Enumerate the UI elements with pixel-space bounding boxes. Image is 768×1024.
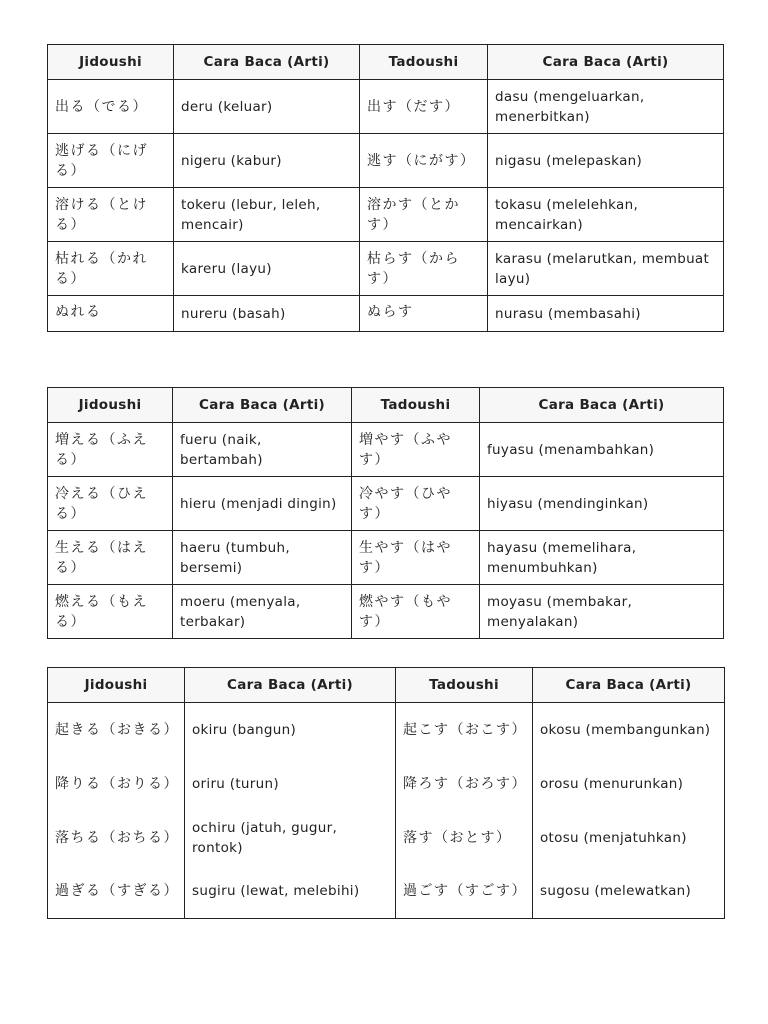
tadoushi-reading-cell: dasu (mengeluarkan, menerbitkan) <box>488 80 724 134</box>
header-cara-baca: Cara Baca (Arti) <box>480 388 724 423</box>
tadoushi-reading-cell: orosu (menurunkan) <box>533 757 725 811</box>
jidoushi-cell: 降りる（おりる） <box>48 757 185 811</box>
table-row <box>48 188 724 242</box>
table-row <box>48 531 724 585</box>
jidoushi-cell: 枯れる（かれる） <box>48 242 174 296</box>
jidoushi-reading-cell: nureru (basah) <box>174 296 360 332</box>
jidoushi-reading-cell: fueru (naik, bertambah) <box>173 423 352 477</box>
jidoushi-reading-cell: ochiru (jatuh, gugur, rontok) <box>185 811 396 865</box>
table-row <box>48 585 724 639</box>
tadoushi-cell: ぬらす <box>360 296 488 332</box>
header-tadoushi: Tadoushi <box>396 668 533 703</box>
tadoushi-cell: 生やす（はやす） <box>352 531 480 585</box>
jidoushi-cell: 落ちる（おちる） <box>48 811 185 865</box>
tadoushi-cell: 冷やす（ひやす） <box>352 477 480 531</box>
tadoushi-reading-cell: hayasu (memelihara, menumbuhkan) <box>480 531 724 585</box>
table-row <box>48 423 724 477</box>
tadoushi-cell: 枯らす（からす） <box>360 242 488 296</box>
header-row <box>48 668 725 703</box>
tadoushi-reading-cell: moyasu (membakar, menyalakan) <box>480 585 724 639</box>
tadoushi-reading-cell: sugosu (melewatkan) <box>533 865 725 919</box>
jidoushi-cell: 生える（はえる） <box>48 531 173 585</box>
header-cara-baca: Cara Baca (Arti) <box>488 45 724 80</box>
jidoushi-reading-cell: moeru (menyala, terbakar) <box>173 585 352 639</box>
header-cara-baca: Cara Baca (Arti) <box>533 668 725 703</box>
tadoushi-reading-cell: hiyasu (mendinginkan) <box>480 477 724 531</box>
tadoushi-cell: 降ろす（おろす） <box>396 757 533 811</box>
table-row <box>48 296 724 332</box>
table-row <box>48 865 725 919</box>
jidoushi-reading-cell: kareru (layu) <box>174 242 360 296</box>
jidoushi-cell: 過ぎる（すぎる） <box>48 865 185 919</box>
table-row <box>48 80 724 134</box>
verb-table-2 <box>47 387 724 639</box>
header-tadoushi: Tadoushi <box>360 45 488 80</box>
tadoushi-reading-cell: tokasu (melelehkan, mencairkan) <box>488 188 724 242</box>
jidoushi-cell: 増える（ふえる） <box>48 423 173 477</box>
table-row <box>48 811 725 865</box>
verb-table-3 <box>47 667 725 919</box>
tadoushi-cell: 溶かす（とかす） <box>360 188 488 242</box>
table-row <box>48 477 724 531</box>
tadoushi-cell: 逃す（にがす） <box>360 134 488 188</box>
table-row <box>48 757 725 811</box>
verb-table-1 <box>47 44 724 332</box>
tadoushi-cell: 出す（だす） <box>360 80 488 134</box>
table-row <box>48 242 724 296</box>
tadoushi-cell: 落す（おとす） <box>396 811 533 865</box>
tadoushi-cell: 燃やす（もやす） <box>352 585 480 639</box>
jidoushi-reading-cell: nigeru (kabur) <box>174 134 360 188</box>
header-row <box>48 388 724 423</box>
tadoushi-cell: 増やす（ふやす） <box>352 423 480 477</box>
header-tadoushi: Tadoushi <box>352 388 480 423</box>
jidoushi-reading-cell: hieru (menjadi dingin) <box>173 477 352 531</box>
header-cara-baca: Cara Baca (Arti) <box>174 45 360 80</box>
tadoushi-reading-cell: okosu (membangunkan) <box>533 703 725 757</box>
tadoushi-reading-cell: fuyasu (menambahkan) <box>480 423 724 477</box>
tadoushi-reading-cell: nurasu (membasahi) <box>488 296 724 332</box>
tadoushi-reading-cell: otosu (menjatuhkan) <box>533 811 725 865</box>
jidoushi-reading-cell: haeru (tumbuh, bersemi) <box>173 531 352 585</box>
jidoushi-cell: 燃える（もえる） <box>48 585 173 639</box>
header-jidoushi: Jidoushi <box>48 388 173 423</box>
tadoushi-cell: 起こす（おこす） <box>396 703 533 757</box>
jidoushi-reading-cell: oriru (turun) <box>185 757 396 811</box>
tadoushi-reading-cell: nigasu (melepaskan) <box>488 134 724 188</box>
jidoushi-cell: 冷える（ひえる） <box>48 477 173 531</box>
jidoushi-reading-cell: deru (keluar) <box>174 80 360 134</box>
tadoushi-cell: 過ごす（すごす） <box>396 865 533 919</box>
jidoushi-reading-cell: tokeru (lebur, leleh, mencair) <box>174 188 360 242</box>
header-row <box>48 45 724 80</box>
header-cara-baca: Cara Baca (Arti) <box>173 388 352 423</box>
header-cara-baca: Cara Baca (Arti) <box>185 668 396 703</box>
table-row <box>48 703 725 757</box>
jidoushi-cell: 出る（でる） <box>48 80 174 134</box>
jidoushi-reading-cell: okiru (bangun) <box>185 703 396 757</box>
header-jidoushi: Jidoushi <box>48 45 174 80</box>
table-row <box>48 134 724 188</box>
jidoushi-cell: 逃げる（にげる） <box>48 134 174 188</box>
jidoushi-cell: 溶ける（とける） <box>48 188 174 242</box>
jidoushi-reading-cell: sugiru (lewat, melebihi) <box>185 865 396 919</box>
tadoushi-reading-cell: karasu (melarutkan, membuat layu) <box>488 242 724 296</box>
jidoushi-cell: ぬれる <box>48 296 174 332</box>
header-jidoushi: Jidoushi <box>48 668 185 703</box>
jidoushi-cell: 起きる（おきる） <box>48 703 185 757</box>
